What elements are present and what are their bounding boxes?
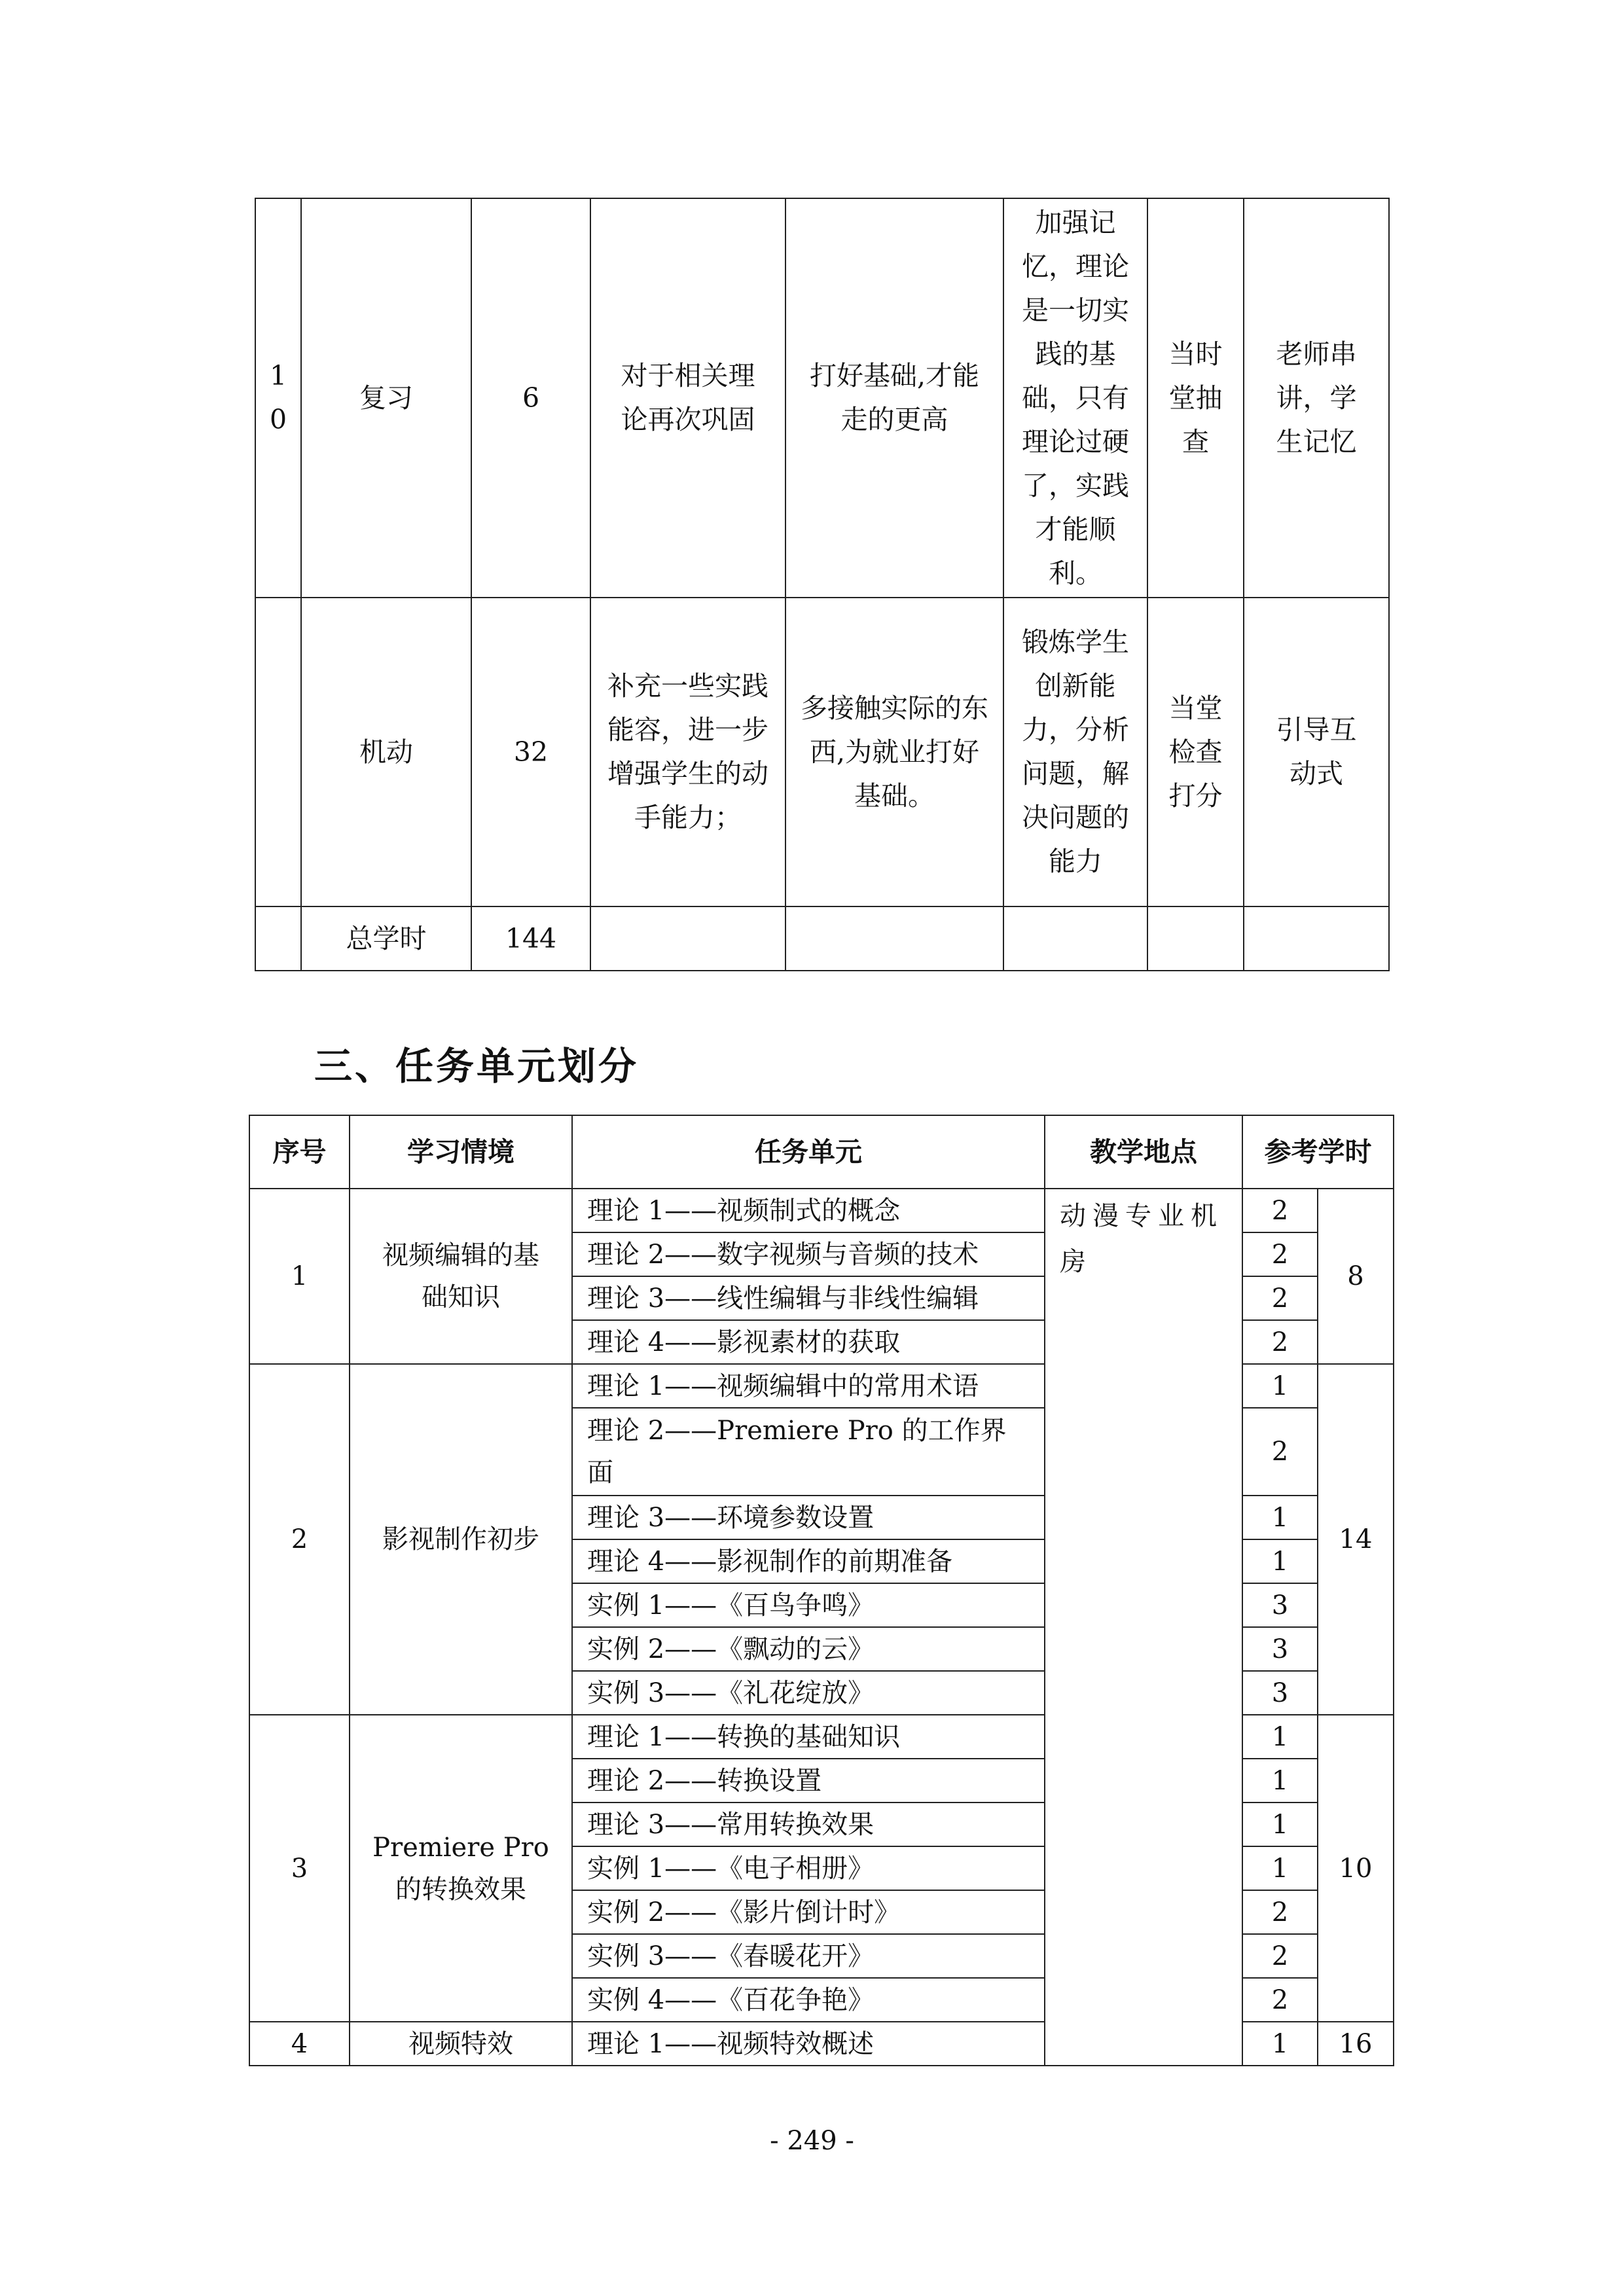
row-number	[255, 598, 301, 906]
task-hours: 2	[1242, 1276, 1318, 1320]
task-hours: 2	[1242, 1189, 1318, 1232]
group-total-hours: 14	[1318, 1364, 1394, 1715]
unit-table	[249, 1115, 1394, 2066]
task-name: 理论 3——线性编辑与非线性编辑	[572, 1276, 1045, 1320]
task-hours: 1	[1242, 1803, 1318, 1846]
total-row	[255, 906, 1389, 971]
method: 老师串讲，学生记忆	[1244, 198, 1389, 598]
group-number: 1	[249, 1189, 350, 1364]
section-heading: 三、任务单元划分	[314, 1044, 640, 1088]
task-hours: 1	[1242, 1715, 1318, 1759]
content: 补充一些实践能容，进一步增强学生的动手能力；	[590, 598, 785, 906]
group-number: 4	[249, 2022, 350, 2066]
table-row	[249, 1189, 1394, 1232]
empty-cell	[1147, 906, 1244, 971]
topic-name: 复习	[301, 198, 471, 598]
group-number: 3	[249, 1715, 350, 2022]
hours: 6	[471, 198, 590, 598]
task-hours: 2	[1242, 1934, 1318, 1978]
group-situation: Premiere Pro 的转换效果	[350, 1715, 572, 2022]
task-hours: 1	[1242, 1846, 1318, 1890]
task-hours: 3	[1242, 1583, 1318, 1627]
empty-cell	[1244, 906, 1389, 971]
teaching-place: 动漫专业机房	[1045, 1189, 1242, 2066]
header-place: 教学地点	[1045, 1115, 1242, 1189]
group-situation: 视频编辑的基础知识	[350, 1189, 572, 1364]
goal: 打好基础,才能走的更高	[785, 198, 1003, 598]
task-name: 理论 4——影视素材的获取	[572, 1320, 1045, 1364]
task-name: 理论 1——转换的基础知识	[572, 1715, 1045, 1759]
group-total-hours: 16	[1318, 2022, 1394, 2066]
task-hours: 2	[1242, 1232, 1318, 1276]
focus: 加强记忆，理论是一切实践的基础，只有理论过硬了，实践才能顺利。	[1003, 198, 1147, 598]
task-hours: 1	[1242, 1496, 1318, 1539]
header-ref-hours: 参考学时	[1242, 1115, 1394, 1189]
task-name: 实例 3——《礼花绽放》	[572, 1671, 1045, 1715]
task-name: 理论 1——视频特效概述	[572, 2022, 1045, 2066]
group-situation: 视频特效	[350, 2022, 572, 2066]
task-hours: 2	[1242, 1890, 1318, 1934]
task-name: 实例 2——《影片倒计时》	[572, 1890, 1045, 1934]
task-hours: 1	[1242, 1759, 1318, 1803]
content: 对于相关理论再次巩固	[590, 198, 785, 598]
task-name: 理论 2——Premiere Pro 的工作界面	[572, 1408, 1045, 1496]
assessment: 当堂检查打分	[1147, 598, 1244, 906]
task-name: 实例 1——《电子相册》	[572, 1846, 1045, 1890]
empty-cell	[1003, 906, 1147, 971]
group-situation: 影视制作初步	[350, 1364, 572, 1715]
task-hours: 2	[1242, 1978, 1318, 2022]
table-row	[255, 598, 1389, 906]
task-name: 实例 1——《百鸟争鸣》	[572, 1583, 1045, 1627]
empty-cell	[590, 906, 785, 971]
task-name: 理论 2——数字视频与音频的技术	[572, 1232, 1045, 1276]
header-task: 任务单元	[572, 1115, 1045, 1189]
header-row	[249, 1115, 1394, 1189]
total-hours: 144	[471, 906, 590, 971]
task-hours: 2	[1242, 1408, 1318, 1496]
assessment: 当时堂抽查	[1147, 198, 1244, 598]
schedule-table	[255, 198, 1390, 971]
table-row	[255, 198, 1389, 598]
empty-cell	[255, 906, 301, 971]
task-name: 理论 1——视频制式的概念	[572, 1189, 1045, 1232]
task-hours: 1	[1242, 1364, 1318, 1408]
header-no: 序号	[249, 1115, 350, 1189]
task-name: 理论 3——环境参数设置	[572, 1496, 1045, 1539]
task-name: 理论 1——视频编辑中的常用术语	[572, 1364, 1045, 1408]
task-hours: 2	[1242, 1320, 1318, 1364]
task-hours: 3	[1242, 1671, 1318, 1715]
group-number: 2	[249, 1364, 350, 1715]
group-total-hours: 8	[1318, 1189, 1394, 1364]
task-name: 实例 4——《百花争艳》	[572, 1978, 1045, 2022]
method: 引导互动式	[1244, 598, 1389, 906]
focus: 锻炼学生创新能力，分析问题，解决问题的能力	[1003, 598, 1147, 906]
task-name: 理论 2——转换设置	[572, 1759, 1045, 1803]
task-hours: 1	[1242, 2022, 1318, 2066]
hours: 32	[471, 598, 590, 906]
task-hours: 1	[1242, 1539, 1318, 1583]
task-hours: 3	[1242, 1627, 1318, 1671]
total-label: 总学时	[301, 906, 471, 971]
task-name: 实例 2——《飘动的云》	[572, 1627, 1045, 1671]
topic-name: 机动	[301, 598, 471, 906]
task-name: 实例 3——《春暖花开》	[572, 1934, 1045, 1978]
page-number: - 249 -	[770, 2126, 854, 2156]
header-situation: 学习情境	[350, 1115, 572, 1189]
task-name: 理论 4——影视制作的前期准备	[572, 1539, 1045, 1583]
empty-cell	[785, 906, 1003, 971]
group-total-hours: 10	[1318, 1715, 1394, 2022]
goal: 多接触实际的东西,为就业打好基础。	[785, 598, 1003, 906]
task-name: 理论 3——常用转换效果	[572, 1803, 1045, 1846]
row-number: 10	[255, 198, 301, 598]
